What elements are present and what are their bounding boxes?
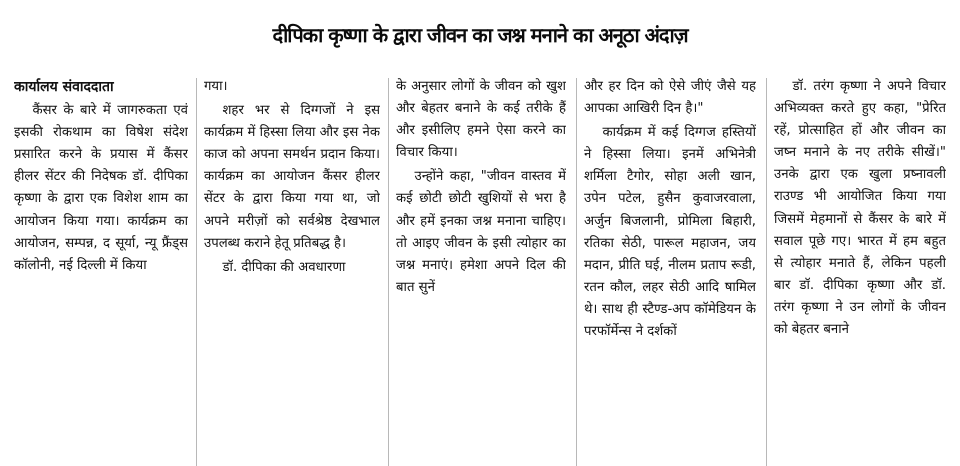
paragraph: और हर दिन को ऐसे जीएं जैसे यह आपका आखिरी दिन है।"	[584, 79, 756, 117]
article-column-5	[774, 76, 946, 466]
paragraph: शहर भर से दिग्गजों ने इस कार्यक्रम में हिस्सा लिया और इस नेक काज को अपना समर्थन प्रदान किया। कार्यक्रम का आयोजन कैंसर हीलर सेंटर के द्वारा किया गया था, जो अपने मरीज़ों को सर्वश्रेष्ठ देखभाल उपलब्ध कराने हेतू प्रतिबद्ध है।	[204, 103, 380, 251]
paragraph: उन्होंने कहा, "जीवन वास्तव में कई छोटी छोटी खुशियों से भरा है और हमें इनका जश्न मनाना चाहिए। तो आइए जीवन के इसी त्योहार का जश्न मनाएं। हमेशा अपने दिल की बात सुनें	[396, 169, 566, 295]
paragraph: के अनुसार लोगों के जीवन को खुश और बेहतर बनाने के कई तरीके हैं और इसीलिए हमने ऐसा करने का विचार किया।	[396, 79, 566, 161]
article-headline: दीपिका कृष्णा के द्वारा जीवन का जश्न मनाने का अनूठा अंदाज़	[272, 23, 688, 47]
article-column-2	[204, 76, 380, 466]
paragraph: गया।	[204, 79, 228, 94]
paragraph: डॉ. दीपिका की अवधारणा	[222, 259, 346, 275]
paragraph: कार्यक्रम में कई दिग्गज हस्तियों ने हिस्सा लिया। इनमें अभिनेत्री शर्मिला टैगोर, सोहा अली खान, उपेन पटेल, हुसैन कुवाजरवाला, अर्जुन बिजलानी, प्रोमिला बिहारी, रतिका सेठी, पारूल महाजन, जय मदान, प्रीति घई, नीलम प्रताप रूडी, रतन कौल, लहर सेठी आदि षामिल थे। साथ ही स्टैण्ड-अप कॉमेडियन के परफॉर्मेन्स ने दर्शकों	[584, 125, 756, 340]
column-divider	[576, 78, 577, 466]
column-divider	[766, 78, 767, 466]
article-column-1	[14, 76, 188, 466]
paragraph: डॉ. तरंग कृष्णा ने अपने विचार अभिव्यक्त करते हुए कहा, "प्रेरित रहें, प्रोत्साहित हों और जीवन का जष्न मनाने के नए तरीके सीखें।" उनके द्वारा एक खुला प्रष्नावली राउण्ड भी आयोजित किया गया जिसमें मेहमानों से कैंसर के बारे में सवाल पूछे गए। भारत में हम बहुत से त्योहार मनाते हैं, लेकिन पहली बार डॉ. दीपिका कृष्णा और डॉ. तरंग कृष्णा ने उन लोगों के जीवन को बेहतर बनाने	[774, 79, 946, 338]
article-column-3	[396, 76, 566, 466]
column-divider	[196, 78, 197, 466]
byline: कार्यालय संवाददाता	[14, 79, 114, 95]
article-column-4	[584, 76, 756, 466]
column-divider	[388, 78, 389, 466]
paragraph: कैंसर के बारे में जागरुकता एवं इसकी रोकथाम का विषेश संदेश प्रसारित करने के प्रयास में कैंसर हीलर सेंटर की निदेषक डॉ. दीपिका कृष्णा के द्वारा एक विशेश शाम का आयोजन किया गया। कार्यक्रम का आयोजन, सम्पन्न, द सूर्या, न्यू फ्रैंड्स कॉलोनी, नई दिल्ली में किया	[14, 103, 188, 273]
